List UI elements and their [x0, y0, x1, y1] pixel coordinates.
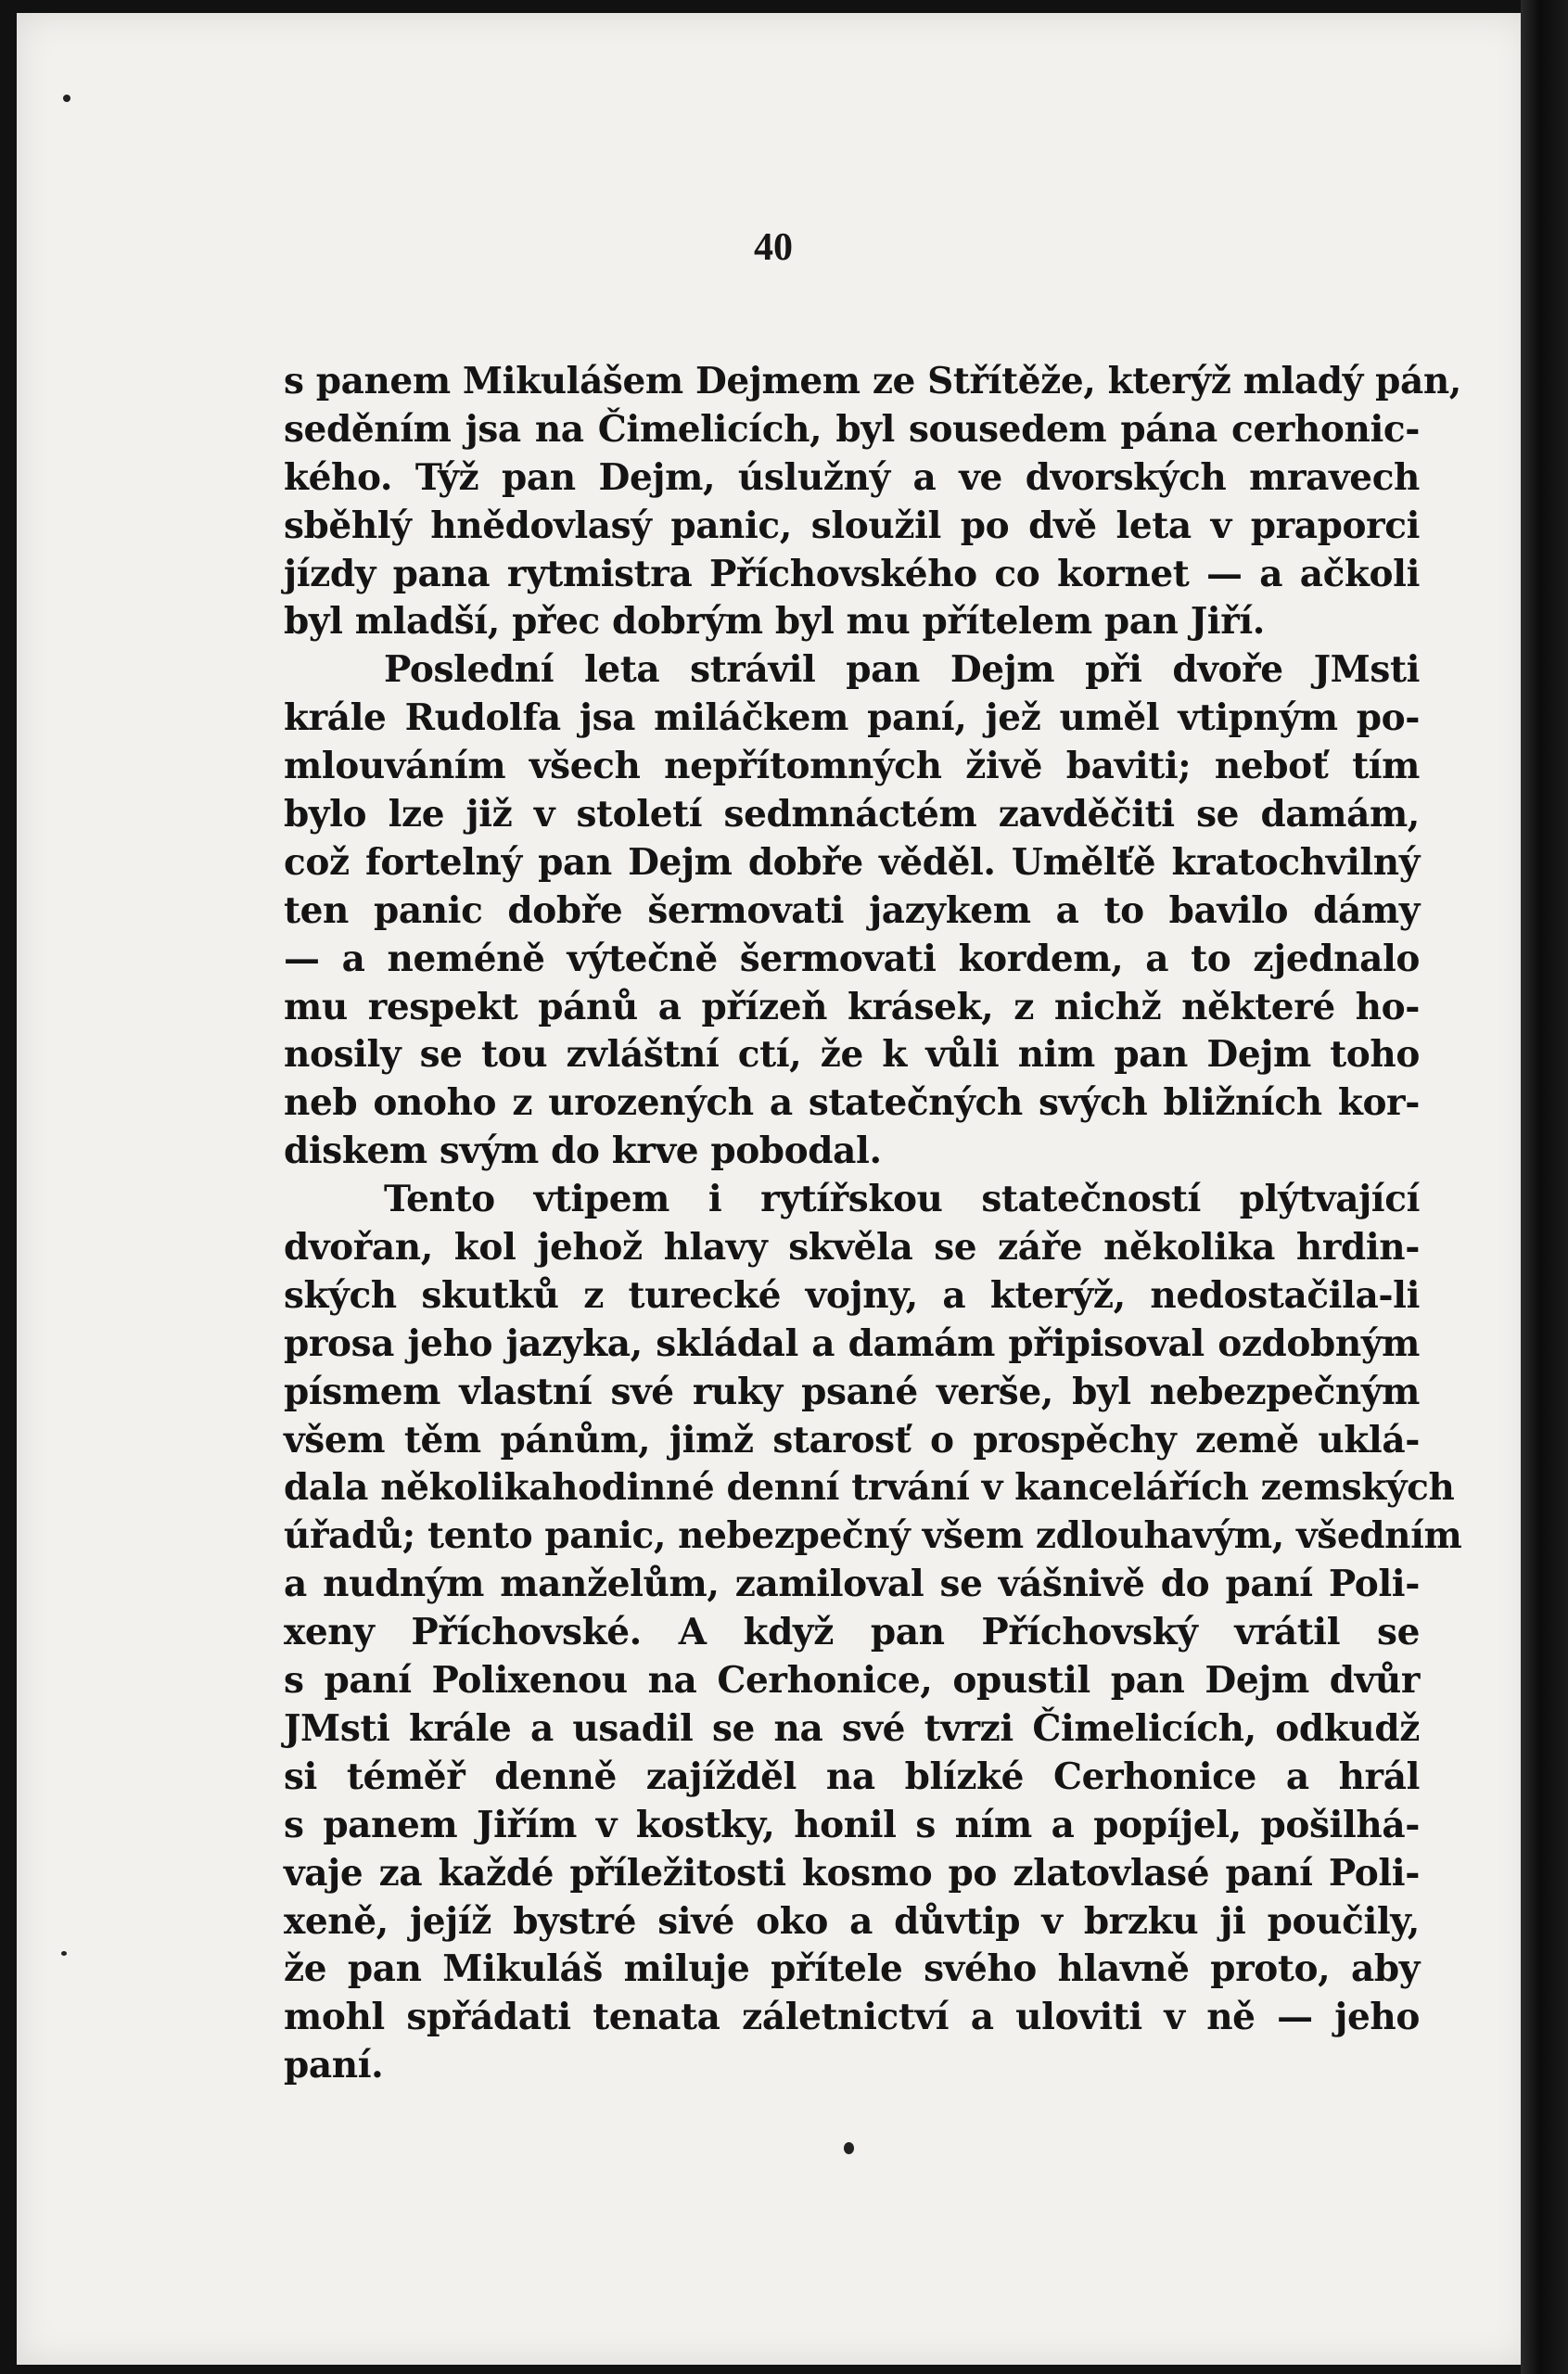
text-line: což fortelný pan Dejm dobře věděl. Umělťě kratochvilný	[284, 840, 1420, 884]
text-line: ských skutků z turecké vojny, a kterýž, nedostačila-li	[284, 1273, 1420, 1317]
ink-speck	[63, 95, 70, 102]
text-line: krále Rudolfa jsa miláčkem paní, jež uměl vtipným po-	[284, 696, 1420, 740]
text-line: Tento vtipem i rytířskou statečností plýtvající	[384, 1178, 1420, 1221]
ink-speck	[844, 2142, 854, 2154]
text-line: mohl spřádati tenata záletnictví a uloviti v ně — jeho	[284, 1996, 1420, 2039]
text-line: si téměř denně zajížděl na blízké Cerhonice a hrál	[284, 1755, 1420, 1798]
page-number: 40	[754, 226, 793, 269]
text-line: xeny Příchovské. A když pan Příchovský vrátil se	[284, 1611, 1420, 1654]
text-line: — a neméně výtečně šermovati kordem, a to zjednalo	[284, 937, 1420, 980]
text-line: dvořan, kol jehož hlavy skvěla se záře několika hrdin-	[284, 1226, 1420, 1270]
text-line: všem těm pánům, jimž starosť o prospěchy země uklá-	[284, 1418, 1420, 1461]
text-line: úřadů; tento panic, nebezpečný všem zdlouhavým, všedním	[284, 1514, 1462, 1558]
text-line: a nudným manželům, zamiloval se vášnivě do paní Poli-	[284, 1563, 1420, 1606]
text-line: bylo lze již v století sedmnáctém zavděčiti se damám,	[284, 793, 1420, 836]
text-line: mlouváním všech nepřítomných živě baviti; neboť tím	[284, 745, 1420, 788]
text-line: dala několikahodinné denní trvání v kancelářích zemských	[284, 1466, 1455, 1510]
binding-edge	[1521, 0, 1568, 2374]
text-line: s panem Jiřím v kostky, honil s ním a popíjel, pošilhá-	[284, 1803, 1420, 1846]
text-line: Poslední leta strávil pan Dejm při dvoře JMsti	[384, 648, 1420, 692]
text-line: ten panic dobře šermovati jazykem a to bavilo dámy	[284, 888, 1420, 932]
text-line: prosa jeho jazyka, skládal a damám připisoval ozdobným	[284, 1321, 1420, 1365]
text-line: xeně, jejíž bystré sivé oko a důvtip v brzku ji poučily,	[284, 1899, 1420, 1943]
ink-speck	[61, 1951, 67, 1956]
text-line: diskem svým do krve pobodal.	[284, 1130, 882, 1173]
text-line: neb onoho z urozených a statečných svých bližních kor-	[284, 1081, 1420, 1125]
text-line: s paní Polixenou na Cerhonice, opustil pan Dejm dvůr	[284, 1659, 1420, 1703]
text-line: s panem Mikulášem Dejmem ze Střítěže, kterýž mladý pán,	[284, 360, 1461, 402]
text-line: byl mladší, přec dobrým byl mu přítelem pan Jiří.	[284, 600, 1265, 644]
text-line: písmem vlastní své ruky psané verše, byl nebezpečným	[284, 1370, 1420, 1413]
body-text	[284, 358, 1462, 2090]
text-line: jízdy pana rytmistra Příchovského co kornet — a ačkoli	[284, 552, 1420, 595]
paper-sheet	[17, 13, 1530, 2365]
text-line: sběhlý hnědovlasý panic, sloužil po dvě leta v praporci	[284, 504, 1420, 547]
text-line: paní.	[284, 2044, 384, 2087]
text-line: vaje za každé příležitosti kosmo po zlatovlasé paní Poli-	[284, 1851, 1420, 1895]
text-line: že pan Mikuláš miluje přítele svého hlavně proto, aby	[284, 1947, 1420, 1991]
text-line: JMsti krále a usadil se na své tvrzi Čimelicích, odkudž	[284, 1706, 1420, 1750]
text-line: seděním jsa na Čimelicích, byl sousedem pána cerhonic-	[284, 407, 1420, 451]
text-line: nosily se tou zvláštní ctí, že k vůli nim pan Dejm toho	[284, 1033, 1420, 1077]
text-line: kého. Týž pan Dejm, úslužný a ve dvorských mravech	[284, 455, 1420, 499]
text-line: mu respekt pánů a přízeň krásek, z nichž některé ho-	[284, 985, 1420, 1028]
